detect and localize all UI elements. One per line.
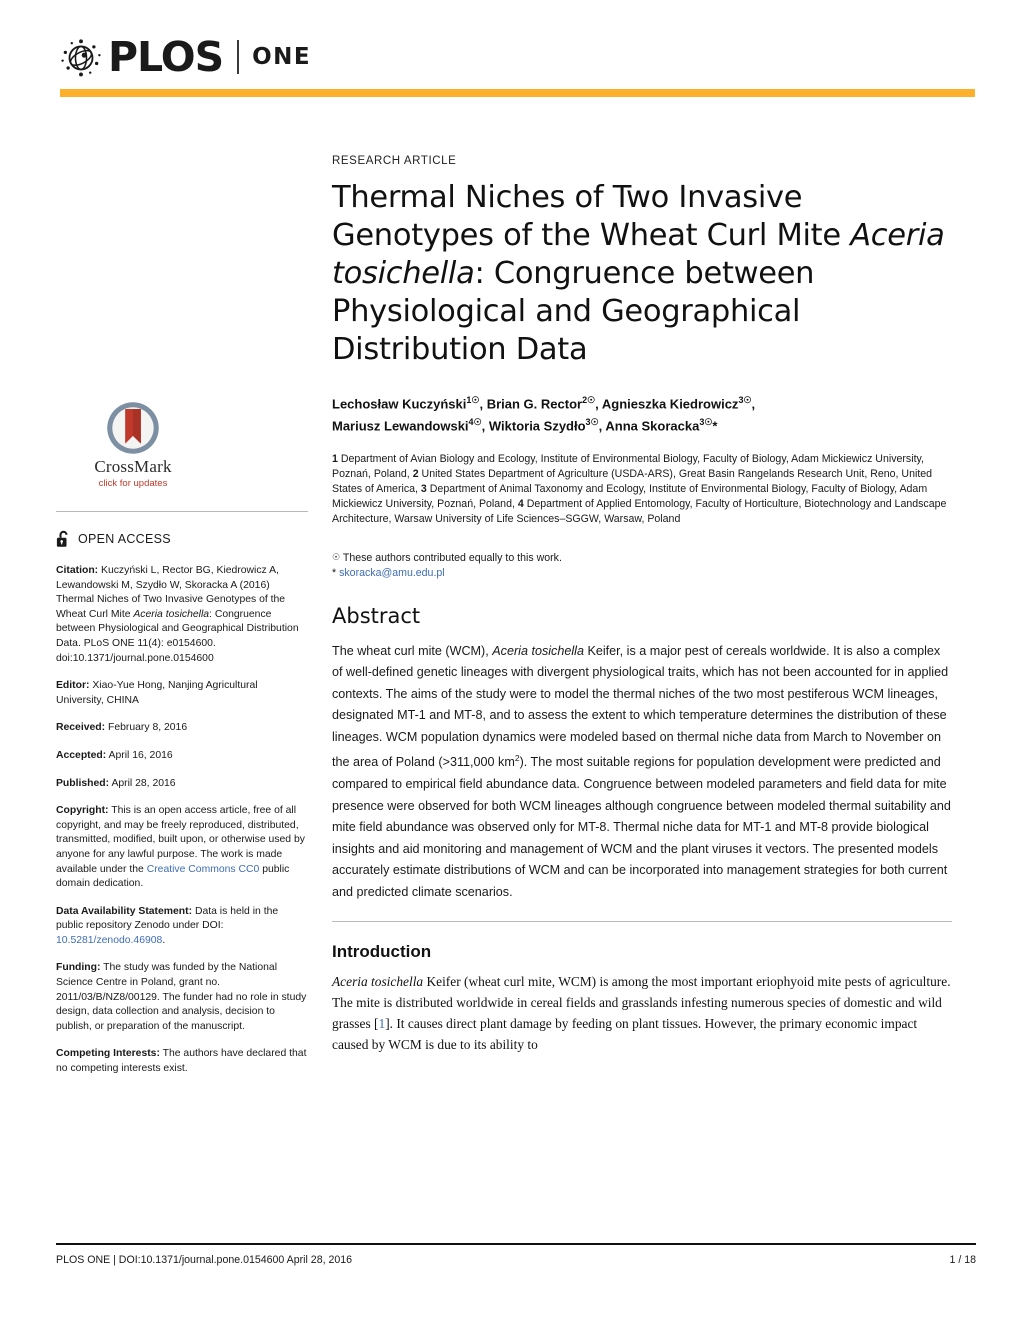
intro-species: Aceria tosichella — [332, 974, 424, 990]
author-line-1-tail: , — [751, 396, 756, 412]
equal-contribution-note — [332, 550, 952, 567]
author-affil-ref: 2 — [582, 395, 588, 405]
section-divider — [332, 921, 952, 922]
footer-citation: PLOS ONE | DOI:10.1371/journal.pone.0154600 April 28, 2016 — [56, 1254, 353, 1266]
received-label: Received: — [56, 722, 106, 734]
accepted-label: Accepted: — [56, 749, 107, 761]
article-main-column — [332, 155, 952, 1055]
article-metadata-sidebar — [56, 400, 308, 1090]
page-number: 1 / 18 — [949, 1254, 976, 1266]
plos-one-logo[interactable] — [58, 32, 978, 82]
equal-contrib-icon: ☉ — [704, 417, 713, 428]
abstract-superscript: 2 — [514, 753, 520, 764]
affil-num-4: 4 — [517, 498, 524, 511]
citation-species: Aceria tosichella — [133, 608, 210, 620]
abstract-heading: Abstract — [332, 603, 421, 628]
title-part-2: : Congruence between Physiological and Geographical Distribution Data — [332, 256, 815, 367]
equal-contrib-icon: ☉ — [587, 395, 596, 405]
intro-part-2: ]. It causes direct plant damage by feeding on plant tissues. However, the primary economic impact caused by WCM is due to its ability to — [332, 1016, 918, 1053]
author-affil-ref: 3 — [738, 395, 744, 405]
affil-num-1: 1 — [332, 452, 338, 465]
affil-text-2: United States Department of Agriculture (USDA-ARS), Great Basin Rangelands Research Unit, Reno, United States of America, — [332, 467, 933, 496]
author-rector[interactable]: , Brian G. Rector — [479, 396, 583, 412]
data-availability-label: Data Availability Statement: — [56, 905, 193, 917]
author-lewandowski[interactable]: Mariusz Lewandowski — [332, 418, 469, 434]
journal-name: ONE — [252, 44, 312, 70]
affil-text-1: Department of Avian Biology and Ecology, Institute of Environmental Biology, Faculty of Biology, Adam Mickiewicz University, Poznań, Poland, — [332, 452, 924, 480]
author-affil-ref: 4 — [468, 417, 474, 428]
reference-link-1[interactable]: 1 — [378, 1016, 386, 1032]
abstract-part-3: ). The most suitable regions for population development were predicted and compared to empirical field abundance data. Congruence between modeled parameters and field data for mite presence were observed for both WCM lineages although congruence between modeled thermal suitability and mite field abundance was observed only for MT-8. Thermal niche data for MT-1 and MT-8 provide biological insights and aid monitoring and management of WCM and the plant viruses it vectors. The presented models accurately estimate distributions of WCM and can be incorporated into management strategies for both current and predicted climate scenarios. — [332, 755, 951, 899]
published-block — [56, 777, 308, 792]
competing-interests-label: Competing Interests: — [56, 1048, 160, 1060]
equal-contrib-icon: ☉ — [743, 395, 752, 405]
affil-num-2: 2 — [412, 467, 419, 480]
citation-label: Citation: — [56, 565, 99, 576]
data-availability-block — [56, 905, 308, 949]
equal-contrib-icon: ☉ — [471, 395, 480, 405]
plos-wordmark: PLOS — [108, 32, 224, 81]
equal-contrib-icon: ☉ — [473, 417, 482, 428]
affil-text-3: Department of Animal Taxonomy and Ecology, Institute of Environmental Biology, Faculty of Biology, Adam Mickiewicz University, Poznań, Poland, — [332, 483, 928, 511]
accepted-value: April 16, 2016 — [106, 749, 173, 761]
introduction-text — [332, 971, 952, 1055]
creative-commons-link[interactable]: Creative Commons CC0 — [146, 863, 260, 875]
author-szydlo[interactable]: , Wiktoria Szydło — [481, 418, 586, 434]
crossmark-badge[interactable] — [58, 400, 208, 489]
crossmark-label: CrossMark — [94, 457, 172, 476]
open-access-badge[interactable] — [56, 530, 308, 548]
corresponding-star-symbol: * — [332, 567, 337, 580]
title-species: Aceria tosichella — [332, 218, 945, 291]
article-title — [332, 179, 952, 369]
author-kiedrowicz[interactable]: , Agnieszka Kiedrowicz — [595, 396, 739, 412]
journal-header — [58, 32, 978, 102]
abstract-species: Aceria tosichella — [492, 643, 584, 658]
logo-divider — [237, 40, 239, 74]
author-kuczynski[interactable]: Lechosław Kuczyński — [332, 396, 467, 412]
copyright-text-2: public domain dedication. — [56, 863, 290, 890]
page-footer — [56, 1243, 976, 1266]
crossmark-icon — [105, 400, 161, 456]
citation-text-2: : Congruence between Physiological and Geographical Distribution Data. PLoS ONE 11(4): e0154600. doi:10.1371/journal.pone.0154600 — [56, 608, 299, 664]
abstract-part-2: Keifer, is a major pest of cereals worldwide. It is also a complex of well-defined genetic lineages with divergent physiological traits, which has not been accounted for in applied contexts. The aims of the study were to model the thermal niches of the two most pestiferous WCM lineages, designated MT-1 and MT-8, and to assess the extent to which temperature determines the distribution of these lineages. WCM population dynamics were modeled based on thermal niche data from March to November on the area of Poland (>311,000 km — [332, 643, 949, 770]
open-access-label: OPEN ACCESS — [78, 532, 171, 546]
abstract-part-1: The wheat curl mite (WCM), — [332, 643, 493, 658]
sidebar-divider — [56, 511, 308, 512]
abstract-text — [332, 641, 952, 903]
author-notes — [332, 550, 952, 582]
author-line-2 — [332, 413, 952, 435]
brand-accent-bar — [60, 89, 975, 97]
plos-orb-icon — [58, 34, 104, 80]
citation-text-1: Kuczyński L, Rector BG, Kiedrowicz A, Lewandowski M, Szydło W, Skoracka A (2016) Thermal Niches of Two Invasive Genotypes of the Wheat Curl Mite — [56, 565, 286, 620]
editor-value: Xiao-Yue Hong, Nanjing Agricultural University, CHINA — [56, 680, 258, 706]
published-value: April 28, 2016 — [109, 777, 176, 789]
author-affil-ref: 3 — [585, 417, 591, 428]
equal-contribution-text: These authors contributed equally to this work. — [342, 551, 562, 564]
competing-interests-value: The authors have declared that no competing interests exist. — [56, 1048, 307, 1075]
editor-block — [56, 679, 308, 708]
corresponding-email-link[interactable]: skoracka@amu.edu.pl — [339, 567, 445, 580]
article-type-label: RESEARCH ARTICLE — [332, 155, 457, 167]
editor-label: Editor: — [56, 680, 90, 692]
open-lock-icon — [56, 530, 71, 548]
equal-contrib-icon: ☉ — [332, 551, 341, 562]
introduction-heading: Introduction — [332, 942, 432, 962]
equal-contrib-icon: ☉ — [590, 417, 599, 428]
funding-value: The study was funded by the National Science Centre in Poland, grant no. 2011/03/B/NZ8/00129. The funder had no role in study design, data collection and analysis, decision to publish, or preparation of the manuscript. — [56, 962, 307, 1032]
footer-divider — [56, 1243, 976, 1245]
author-skoracka[interactable]: , Anna Skoracka — [598, 418, 700, 434]
citation-block — [56, 564, 308, 666]
zenodo-doi-link[interactable]: 10.5281/zenodo.46908 — [56, 934, 163, 946]
data-availability-text-1: Data is held in the public repository Zenodo under DOI: — [56, 905, 279, 932]
copyright-block — [56, 804, 308, 892]
published-label: Published: — [56, 777, 110, 789]
funding-label: Funding: — [56, 962, 101, 974]
corresponding-author-note — [332, 566, 952, 582]
affil-num-3: 3 — [420, 483, 427, 496]
accepted-block — [56, 749, 308, 764]
author-list — [332, 391, 952, 436]
copyright-label: Copyright: — [56, 805, 109, 817]
crossmark-sublabel: click for updates — [98, 478, 168, 489]
competing-interests-block — [56, 1047, 308, 1076]
received-value: February 8, 2016 — [105, 722, 188, 734]
affil-text-4: Department of Applied Entomology, Faculty of Horticulture, Biotechnology and Landscape Architecture, Warsaw University of Life Sciences–SGGW, Warsaw, Poland — [332, 498, 947, 526]
author-affil-ref: 1 — [466, 395, 472, 405]
author-affil-ref: 3 — [699, 417, 705, 428]
affiliations — [332, 452, 952, 528]
title-part-1: Thermal Niches of Two Invasive Genotypes of the Wheat Curl Mite — [332, 180, 851, 253]
corresponding-star: * — [712, 418, 718, 434]
author-line-1 — [332, 391, 952, 413]
intro-part-1: Keifer (wheat curl mite, WCM) is among the most important eriophyoid mite pests of agriculture. The mite is distributed worldwide in cereal fields and grasslands infesting numerous species of domestic and wild grasses [ — [332, 974, 951, 1032]
copyright-text-1: This is an open access article, free of all copyright, and may be freely reproduced, distributed, transmitted, modified, built upon, or otherwise used by anyone for any lawful purpose. The work is made available under the — [56, 805, 305, 875]
data-availability-text-2: . — [162, 934, 166, 946]
funding-block — [56, 961, 308, 1034]
received-block — [56, 721, 308, 736]
